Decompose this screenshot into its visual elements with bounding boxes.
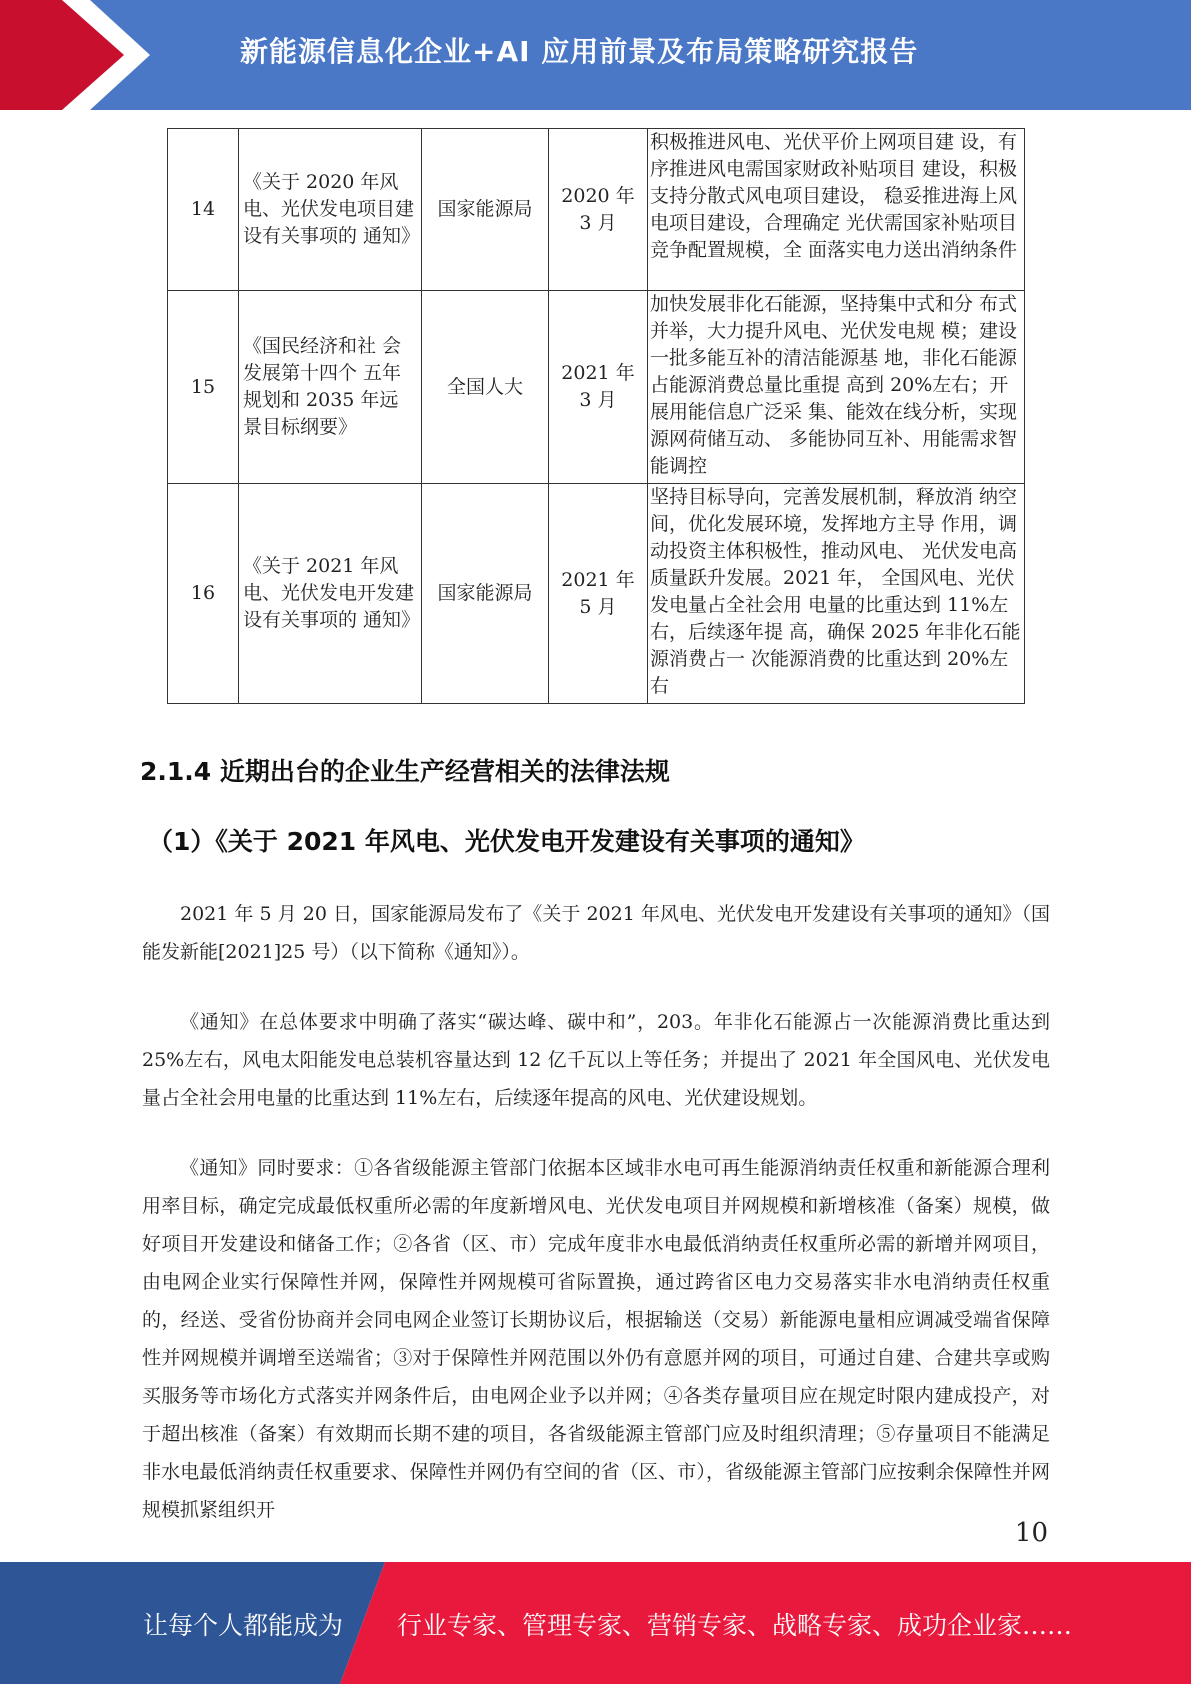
page-number: 10 [1014,1518,1048,1548]
policy-content: 加快发展非化石能源，坚持集中式和分 布式并举，大力提升风电、光伏发电规 模；建设一批多能互补的清洁能源基 地，非化石能源占能源消费总量比重提 高到 20%左右；开展用能信息广泛采 集、能效在线分析，实现源网荷储互动、 多能协同互补、用能需求智能调控 [648,291,1025,484]
table-row [168,484,1025,704]
policy-table [167,128,1025,704]
subsection-heading: （1）《关于 2021 年风电、光伏发电开发建设有关事项的通知》 [148,827,865,856]
footer-slogan-left: 让每个人都能成为 [143,1611,344,1640]
body-paragraph: 《通知》同时要求：①各省级能源主管部门依据本区域非水电可再生能源消纳责任权重和新能源合理利用率目标，确定完成最低权重所必需的年度新增风电、光伏发电项目并网规模和新增核准（备案）规模，做好项目开发建设和储备工作；②各省（区、市）完成年度非水电最低消纳责任权重所必需的新增并网项目，由电网企业实行保障性并网，保障性并网规模可省际置换，通过跨省区电力交易落实非水电消纳责任权重的，经送、受省份协商并会同电网企业签订长期协议后，根据输送（交易）新能源电量相应调减受端省保障性并网规模并调增至送端省；③对于保障性并网范围以外仍有意愿并网的项目，可通过自建、合建共享或购买服务等市场化方式落实并网条件后，由电网企业予以并网；④各类存量项目应在规定时限内建成投产，对于超出核准（备案）有效期而长期不建的项目，各省级能源主管部门应及时组织清理；⑤存量项目不能满足非水电最低消纳责任权重要求、保障性并网仍有空间的省（区、市），省级能源主管部门应按剩余保障性并网规模抓紧组织开 [142,1157,1050,1521]
report-title: 新能源信息化企业+AI 应用前景及布局策略研究报告 [240,35,919,68]
policy-title: 《关于 2021 年风电、光伏发电开发建设有关事项的 通知》 [239,484,422,704]
policy-content: 积极推进风电、光伏平价上网项目建 设，有序推进风电需国家财政补贴项目 建设，积极支持分散式风电项目建设， 稳妥推进海上风电项目建设，合理确定 光伏需国家补贴项目竞争配置规模，全 面落实电力送出消纳条件 [648,129,1025,291]
policy-date: 2021 年 5 月 [549,484,648,704]
policy-issuer: 国家能源局 [422,484,549,704]
footer-slogan-right: 行业专家、管理专家、营销专家、战略专家、成功企业家…… [397,1611,1073,1640]
policy-date: 2021 年 3 月 [549,291,648,484]
body-paragraph: 2021 年 5 月 20 日，国家能源局发布了《关于 2021 年风电、光伏发电开发建设有关事项的通知》（国能发新能[2021]25 号）（以下简称《通知》）。 [142,903,1050,963]
section-heading: 2.1.4 近期出台的企业生产经营相关的法律法规 [140,757,670,786]
body-paragraph: 《通知》在总体要求中明确了落实“碳达峰、碳中和”，203。年非化石能源占一次能源消费比重达到 25%左右，风电太阳能发电总装机容量达到 12 亿千瓦以上等任务；并提出了 2021 年全国风电、光伏发电量占全社会用电量的比重达到 11%左右，后续逐年提高的风电、光伏建设规划。 [142,1011,1050,1109]
row-number: 15 [168,291,239,484]
page-footer [0,1562,1191,1684]
row-number: 14 [168,129,239,291]
row-number: 16 [168,484,239,704]
table-row [168,291,1025,484]
policy-issuer: 国家能源局 [422,129,549,291]
table-row [168,129,1025,291]
policy-title: 《关于 2020 年风电、光伏发电项目建设有关事项的 通知》 [239,129,422,291]
page-header [0,0,1191,110]
policy-issuer: 全国人大 [422,291,549,484]
policy-date: 2020 年 3 月 [549,129,648,291]
policy-title: 《国民经济和社 会发展第十四个 五年规划和 2035 年远景目标纲要》 [239,291,422,484]
policy-content: 坚持目标导向，完善发展机制，释放消 纳空间，优化发展环境，发挥地方主导 作用，调动投资主体积极性，推动风电、 光伏发电高质量跃升发展。2021 年， 全国风电、光伏发电量占全社会用 电量的比重达到 11%左右，后续逐年提 高，确保 2025 年非化石能源消费占一 次能源消费的比重达到 20%左右 [648,484,1025,704]
